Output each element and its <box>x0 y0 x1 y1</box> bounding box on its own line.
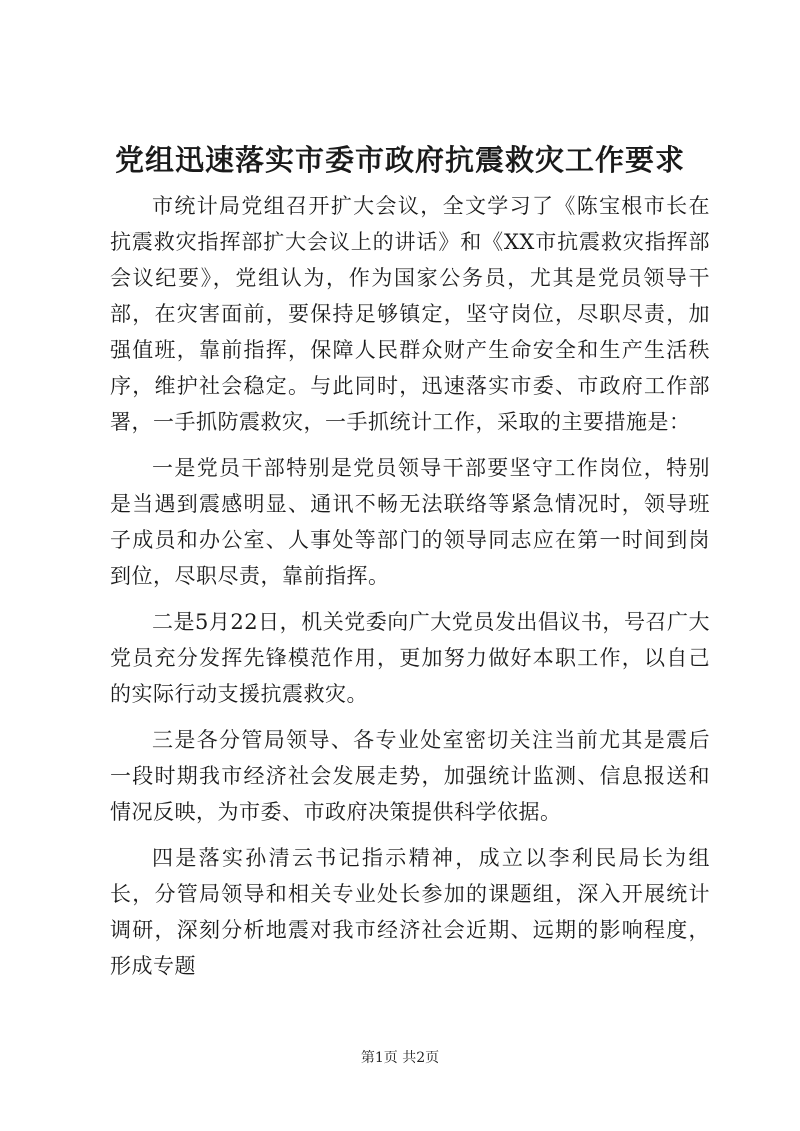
document-body <box>110 188 710 994</box>
document-title: 党组迅速落实市委市政府抗震救灾工作要求 <box>114 143 685 177</box>
paragraph-measure-2: 二是5月22日，机关党委向广大党员发出倡议书，号召广大党员充分发挥先锋模范作用，更加努力做好本职工作，以自己的实际行动支援抗震救灾。 <box>110 610 710 706</box>
paragraph-measure-4: 四是落实孙清云书记指示精神，成立以李利民局长为组长，分管局领导和相关专业处长参加的课题组，深入开展统计调研，深刻分析地震对我市经济社会近期、远期的影响程度，形成专题 <box>110 846 710 978</box>
paragraph-measure-3: 三是各分管局领导、各专业处室密切关注当前尤其是震后一段时期我市经济社会发展走势，加强统计监测、信息报送和情况反映，为市委、市政府决策提供科学依据。 <box>110 728 710 824</box>
page-footer: 第1页 共2页 <box>360 1050 440 1066</box>
paragraph-measure-1: 一是党员干部特别是党员领导干部要坚守工作岗位，特别是当遇到震感明显、通讯不畅无法联络等紧急情况时，领导班子成员和办公室、人事处等部门的领导同志应在第一时间到岗到位，尽职尽责，靠前指挥。 <box>110 456 710 588</box>
paragraph-intro: 市统计局党组召开扩大会议，全文学习了《陈宝根市长在抗震救灾指挥部扩大会议上的讲话》和《XX市抗震救灾指挥部会议纪要》，党组认为，作为国家公务员，尤其是党员领导干部，在灾害面前，要保持足够镇定，坚守岗位，尽职尽责，加强值班，靠前指挥，保障人民群众财产生命安全和生产生活秩序，维护社会稳定。与此同时，迅速落实市委、市政府工作部署，一手抓防震救灾，一手抓统计工作，采取的主要措施是： <box>110 194 710 434</box>
